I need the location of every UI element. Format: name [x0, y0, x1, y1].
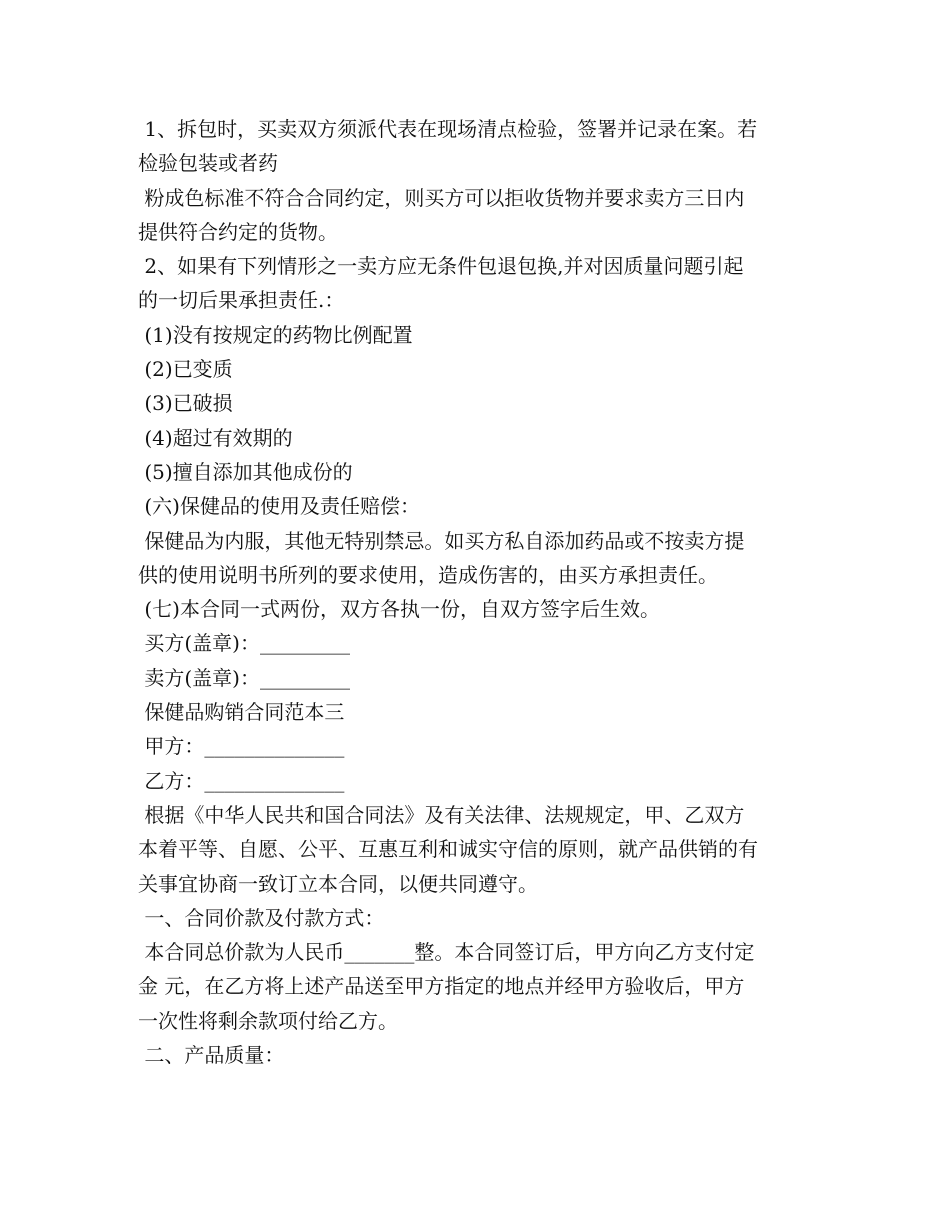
list-item: (3)已破损 — [138, 391, 233, 416]
section-heading: (七)本合同一式两份，双方各执一份，自双方签字后生效。 — [138, 597, 660, 622]
document-page — [138, 112, 814, 1072]
text-line: 提供符合约定的货物。 — [138, 219, 338, 244]
text-line: 的一切后果承担责任.： — [138, 288, 345, 313]
text-line: 1、拆包时，买卖双方须派代表在现场清点检验，签署并记录在案。若 — [138, 117, 758, 141]
text-line: 本合同总价款为人民币_______整。本合同签订后，甲方向乙方支付定 — [138, 940, 755, 965]
list-item: (5)擅自添加其他成份的 — [138, 459, 353, 484]
section-heading: (六)保健品的使用及责任赔偿： — [138, 494, 420, 519]
text-line: 根据《中华人民共和国合同法》及有关法律、法规规定，甲、乙双方 — [138, 802, 745, 827]
party-a-line: 甲方：______________ — [138, 734, 345, 759]
text-line: 2、如果有下列情形之一卖方应无条件包退包换,并对因质量问题引起 — [138, 254, 744, 279]
text-line: 保健品为内服，其他无特别禁忌。如买方私自添加药品或不按卖方提 — [138, 528, 745, 553]
signature-line-buyer: 买方(盖章)：_________ — [138, 631, 350, 656]
section-heading: 二、产品质量： — [138, 1043, 285, 1068]
text-line: 关事宜协商一致订立本合同，以便共同遵守。 — [138, 871, 538, 896]
list-item: (2)已变质 — [138, 357, 233, 382]
text-line: 一次性将剩余款项付给乙方。 — [138, 1008, 398, 1033]
party-b-line: 乙方：______________ — [138, 768, 345, 793]
document-title: 保健品购销合同范本三 — [138, 700, 345, 725]
text-line: 检验包装或者药 — [138, 151, 278, 176]
text-line: 本着平等、自愿、公平、互惠互利和诚实守信的原则，就产品供销的有 — [138, 837, 758, 862]
text-line: 粉成色标准不符合合同约定，则买方可以拒收货物并要求卖方三日内 — [138, 185, 745, 210]
text-line: 金 元，在乙方将上述产品送至甲方指定的地点并经甲方验收后，甲方 — [138, 974, 745, 999]
list-item: (1)没有按规定的药物比例配置 — [138, 322, 413, 347]
section-heading: 一、合同价款及付款方式： — [138, 905, 385, 930]
text-line: 供的使用说明书所列的要求使用，造成伤害的，由买方承担责任。 — [138, 562, 718, 587]
signature-line-seller: 卖方(盖章)：_________ — [138, 665, 350, 690]
list-item: (4)超过有效期的 — [138, 425, 293, 450]
